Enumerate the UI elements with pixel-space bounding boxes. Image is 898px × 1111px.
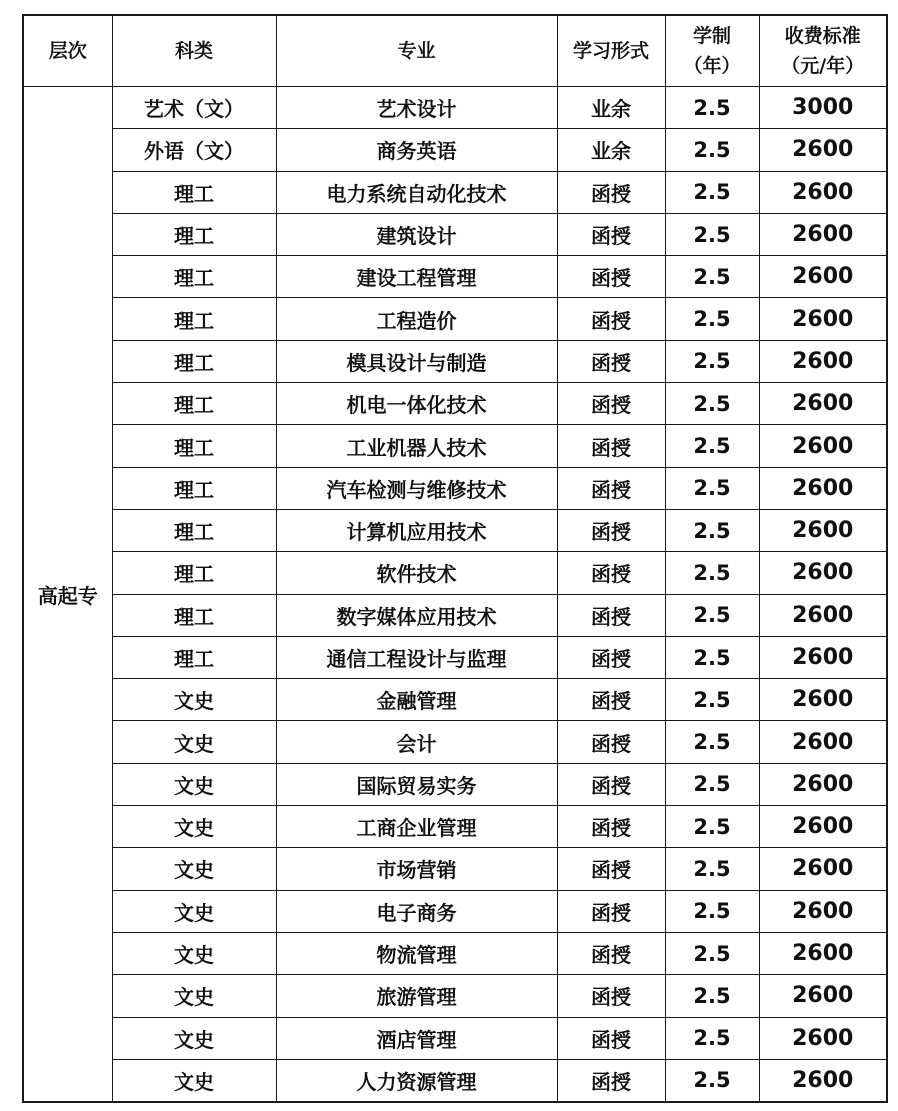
mode-cell: 函授 bbox=[557, 213, 665, 255]
table-row bbox=[23, 1017, 887, 1059]
table-row bbox=[23, 425, 887, 467]
category-cell: 理工 bbox=[112, 171, 276, 213]
mode-cell: 函授 bbox=[557, 806, 665, 848]
table-row bbox=[23, 298, 887, 340]
years-cell: 2.5 bbox=[665, 636, 759, 678]
header-row bbox=[23, 15, 887, 87]
header-fee-line1: 收费标准 bbox=[784, 25, 861, 47]
major-cell: 旅游管理 bbox=[276, 975, 557, 1017]
category-cell: 理工 bbox=[112, 636, 276, 678]
years-cell: 2.5 bbox=[665, 340, 759, 382]
fee-cell: 3000 bbox=[759, 87, 887, 129]
major-cell: 商务英语 bbox=[276, 129, 557, 171]
mode-cell: 函授 bbox=[557, 298, 665, 340]
major-cell: 工程造价 bbox=[276, 298, 557, 340]
major-cell: 电力系统自动化技术 bbox=[276, 171, 557, 213]
table-row bbox=[23, 975, 887, 1017]
table-row bbox=[23, 509, 887, 551]
major-cell: 物流管理 bbox=[276, 932, 557, 974]
major-cell: 模具设计与制造 bbox=[276, 340, 557, 382]
table-row bbox=[23, 1059, 887, 1102]
fee-cell: 2600 bbox=[759, 932, 887, 974]
mode-cell: 函授 bbox=[557, 467, 665, 509]
table-row bbox=[23, 890, 887, 932]
fee-cell: 2600 bbox=[759, 975, 887, 1017]
years-cell: 2.5 bbox=[665, 87, 759, 129]
fee-cell: 2600 bbox=[759, 509, 887, 551]
header-years-line2: （年） bbox=[683, 55, 741, 77]
mode-cell: 函授 bbox=[557, 1059, 665, 1102]
fee-cell: 2600 bbox=[759, 256, 887, 298]
fee-cell: 2600 bbox=[759, 552, 887, 594]
years-cell: 2.5 bbox=[665, 932, 759, 974]
major-cell: 国际贸易实务 bbox=[276, 763, 557, 805]
table-row bbox=[23, 467, 887, 509]
category-cell: 文史 bbox=[112, 848, 276, 890]
fee-cell: 2600 bbox=[759, 848, 887, 890]
table-row bbox=[23, 806, 887, 848]
years-cell: 2.5 bbox=[665, 1017, 759, 1059]
mode-cell: 函授 bbox=[557, 679, 665, 721]
header-fee bbox=[759, 15, 887, 87]
mode-cell: 函授 bbox=[557, 848, 665, 890]
header-mode: 学习形式 bbox=[557, 15, 665, 87]
major-cell: 建设工程管理 bbox=[276, 256, 557, 298]
mode-cell: 函授 bbox=[557, 171, 665, 213]
category-cell: 文史 bbox=[112, 806, 276, 848]
mode-cell: 函授 bbox=[557, 932, 665, 974]
fee-cell: 2600 bbox=[759, 171, 887, 213]
table-row bbox=[23, 763, 887, 805]
major-cell: 工业机器人技术 bbox=[276, 425, 557, 467]
fee-cell: 2600 bbox=[759, 298, 887, 340]
table-row bbox=[23, 129, 887, 171]
years-cell: 2.5 bbox=[665, 890, 759, 932]
mode-cell: 函授 bbox=[557, 425, 665, 467]
category-cell: 理工 bbox=[112, 298, 276, 340]
fee-cell: 2600 bbox=[759, 763, 887, 805]
years-cell: 2.5 bbox=[665, 721, 759, 763]
header-level: 层次 bbox=[23, 15, 112, 87]
years-cell: 2.5 bbox=[665, 256, 759, 298]
major-cell: 会计 bbox=[276, 721, 557, 763]
category-cell: 文史 bbox=[112, 975, 276, 1017]
category-cell: 文史 bbox=[112, 1059, 276, 1102]
mode-cell: 函授 bbox=[557, 636, 665, 678]
table-row bbox=[23, 256, 887, 298]
fee-cell: 2600 bbox=[759, 890, 887, 932]
category-cell: 艺术（文） bbox=[112, 87, 276, 129]
major-cell: 建筑设计 bbox=[276, 213, 557, 255]
category-cell: 文史 bbox=[112, 890, 276, 932]
fee-cell: 2600 bbox=[759, 1017, 887, 1059]
years-cell: 2.5 bbox=[665, 594, 759, 636]
table-row bbox=[23, 552, 887, 594]
category-cell: 文史 bbox=[112, 932, 276, 974]
fee-cell: 2600 bbox=[759, 594, 887, 636]
years-cell: 2.5 bbox=[665, 975, 759, 1017]
years-cell: 2.5 bbox=[665, 763, 759, 805]
years-cell: 2.5 bbox=[665, 425, 759, 467]
fee-table-sheet bbox=[22, 14, 886, 1100]
table-body bbox=[23, 87, 887, 1103]
category-cell: 文史 bbox=[112, 721, 276, 763]
mode-cell: 函授 bbox=[557, 256, 665, 298]
mode-cell: 函授 bbox=[557, 552, 665, 594]
major-cell: 人力资源管理 bbox=[276, 1059, 557, 1102]
category-cell: 理工 bbox=[112, 425, 276, 467]
major-cell: 工商企业管理 bbox=[276, 806, 557, 848]
years-cell: 2.5 bbox=[665, 383, 759, 425]
header-years bbox=[665, 15, 759, 87]
major-cell: 软件技术 bbox=[276, 552, 557, 594]
category-cell: 文史 bbox=[112, 1017, 276, 1059]
mode-cell: 函授 bbox=[557, 890, 665, 932]
category-cell: 理工 bbox=[112, 383, 276, 425]
category-cell: 理工 bbox=[112, 256, 276, 298]
header-major: 专业 bbox=[276, 15, 557, 87]
major-cell: 酒店管理 bbox=[276, 1017, 557, 1059]
years-cell: 2.5 bbox=[665, 129, 759, 171]
category-cell: 理工 bbox=[112, 340, 276, 382]
category-cell: 理工 bbox=[112, 509, 276, 551]
category-cell: 文史 bbox=[112, 679, 276, 721]
major-cell: 数字媒体应用技术 bbox=[276, 594, 557, 636]
table-row bbox=[23, 213, 887, 255]
mode-cell: 业余 bbox=[557, 129, 665, 171]
major-cell: 汽车检测与维修技术 bbox=[276, 467, 557, 509]
fee-cell: 2600 bbox=[759, 467, 887, 509]
table-row bbox=[23, 932, 887, 974]
major-cell: 机电一体化技术 bbox=[276, 383, 557, 425]
mode-cell: 函授 bbox=[557, 509, 665, 551]
fee-table bbox=[22, 14, 888, 1103]
header-years-line1: 学制 bbox=[692, 25, 731, 47]
fee-cell: 2600 bbox=[759, 383, 887, 425]
category-cell: 外语（文） bbox=[112, 129, 276, 171]
fee-cell: 2600 bbox=[759, 1059, 887, 1102]
header-fee-line2: （元/年） bbox=[781, 55, 865, 77]
years-cell: 2.5 bbox=[665, 679, 759, 721]
level-cell: 高起专 bbox=[23, 87, 112, 1103]
table-row bbox=[23, 171, 887, 213]
years-cell: 2.5 bbox=[665, 171, 759, 213]
major-cell: 金融管理 bbox=[276, 679, 557, 721]
years-cell: 2.5 bbox=[665, 1059, 759, 1102]
category-cell: 理工 bbox=[112, 213, 276, 255]
mode-cell: 业余 bbox=[557, 87, 665, 129]
fee-cell: 2600 bbox=[759, 340, 887, 382]
fee-cell: 2600 bbox=[759, 636, 887, 678]
table-row bbox=[23, 340, 887, 382]
header-category: 科类 bbox=[112, 15, 276, 87]
table-row bbox=[23, 679, 887, 721]
mode-cell: 函授 bbox=[557, 383, 665, 425]
category-cell: 理工 bbox=[112, 552, 276, 594]
mode-cell: 函授 bbox=[557, 340, 665, 382]
major-cell: 计算机应用技术 bbox=[276, 509, 557, 551]
category-cell: 理工 bbox=[112, 594, 276, 636]
table-row bbox=[23, 636, 887, 678]
table-row bbox=[23, 594, 887, 636]
fee-cell: 2600 bbox=[759, 721, 887, 763]
years-cell: 2.5 bbox=[665, 467, 759, 509]
years-cell: 2.5 bbox=[665, 298, 759, 340]
table-header bbox=[23, 15, 887, 87]
mode-cell: 函授 bbox=[557, 1017, 665, 1059]
major-cell: 通信工程设计与监理 bbox=[276, 636, 557, 678]
fee-cell: 2600 bbox=[759, 425, 887, 467]
major-cell: 市场营销 bbox=[276, 848, 557, 890]
table-row bbox=[23, 721, 887, 763]
table-row bbox=[23, 383, 887, 425]
years-cell: 2.5 bbox=[665, 552, 759, 594]
years-cell: 2.5 bbox=[665, 213, 759, 255]
mode-cell: 函授 bbox=[557, 763, 665, 805]
mode-cell: 函授 bbox=[557, 975, 665, 1017]
table-row bbox=[23, 87, 887, 129]
mode-cell: 函授 bbox=[557, 721, 665, 763]
mode-cell: 函授 bbox=[557, 594, 665, 636]
category-cell: 文史 bbox=[112, 763, 276, 805]
fee-cell: 2600 bbox=[759, 213, 887, 255]
major-cell: 艺术设计 bbox=[276, 87, 557, 129]
category-cell: 理工 bbox=[112, 467, 276, 509]
years-cell: 2.5 bbox=[665, 509, 759, 551]
fee-cell: 2600 bbox=[759, 679, 887, 721]
fee-cell: 2600 bbox=[759, 806, 887, 848]
fee-cell: 2600 bbox=[759, 129, 887, 171]
years-cell: 2.5 bbox=[665, 806, 759, 848]
years-cell: 2.5 bbox=[665, 848, 759, 890]
table-row bbox=[23, 848, 887, 890]
major-cell: 电子商务 bbox=[276, 890, 557, 932]
